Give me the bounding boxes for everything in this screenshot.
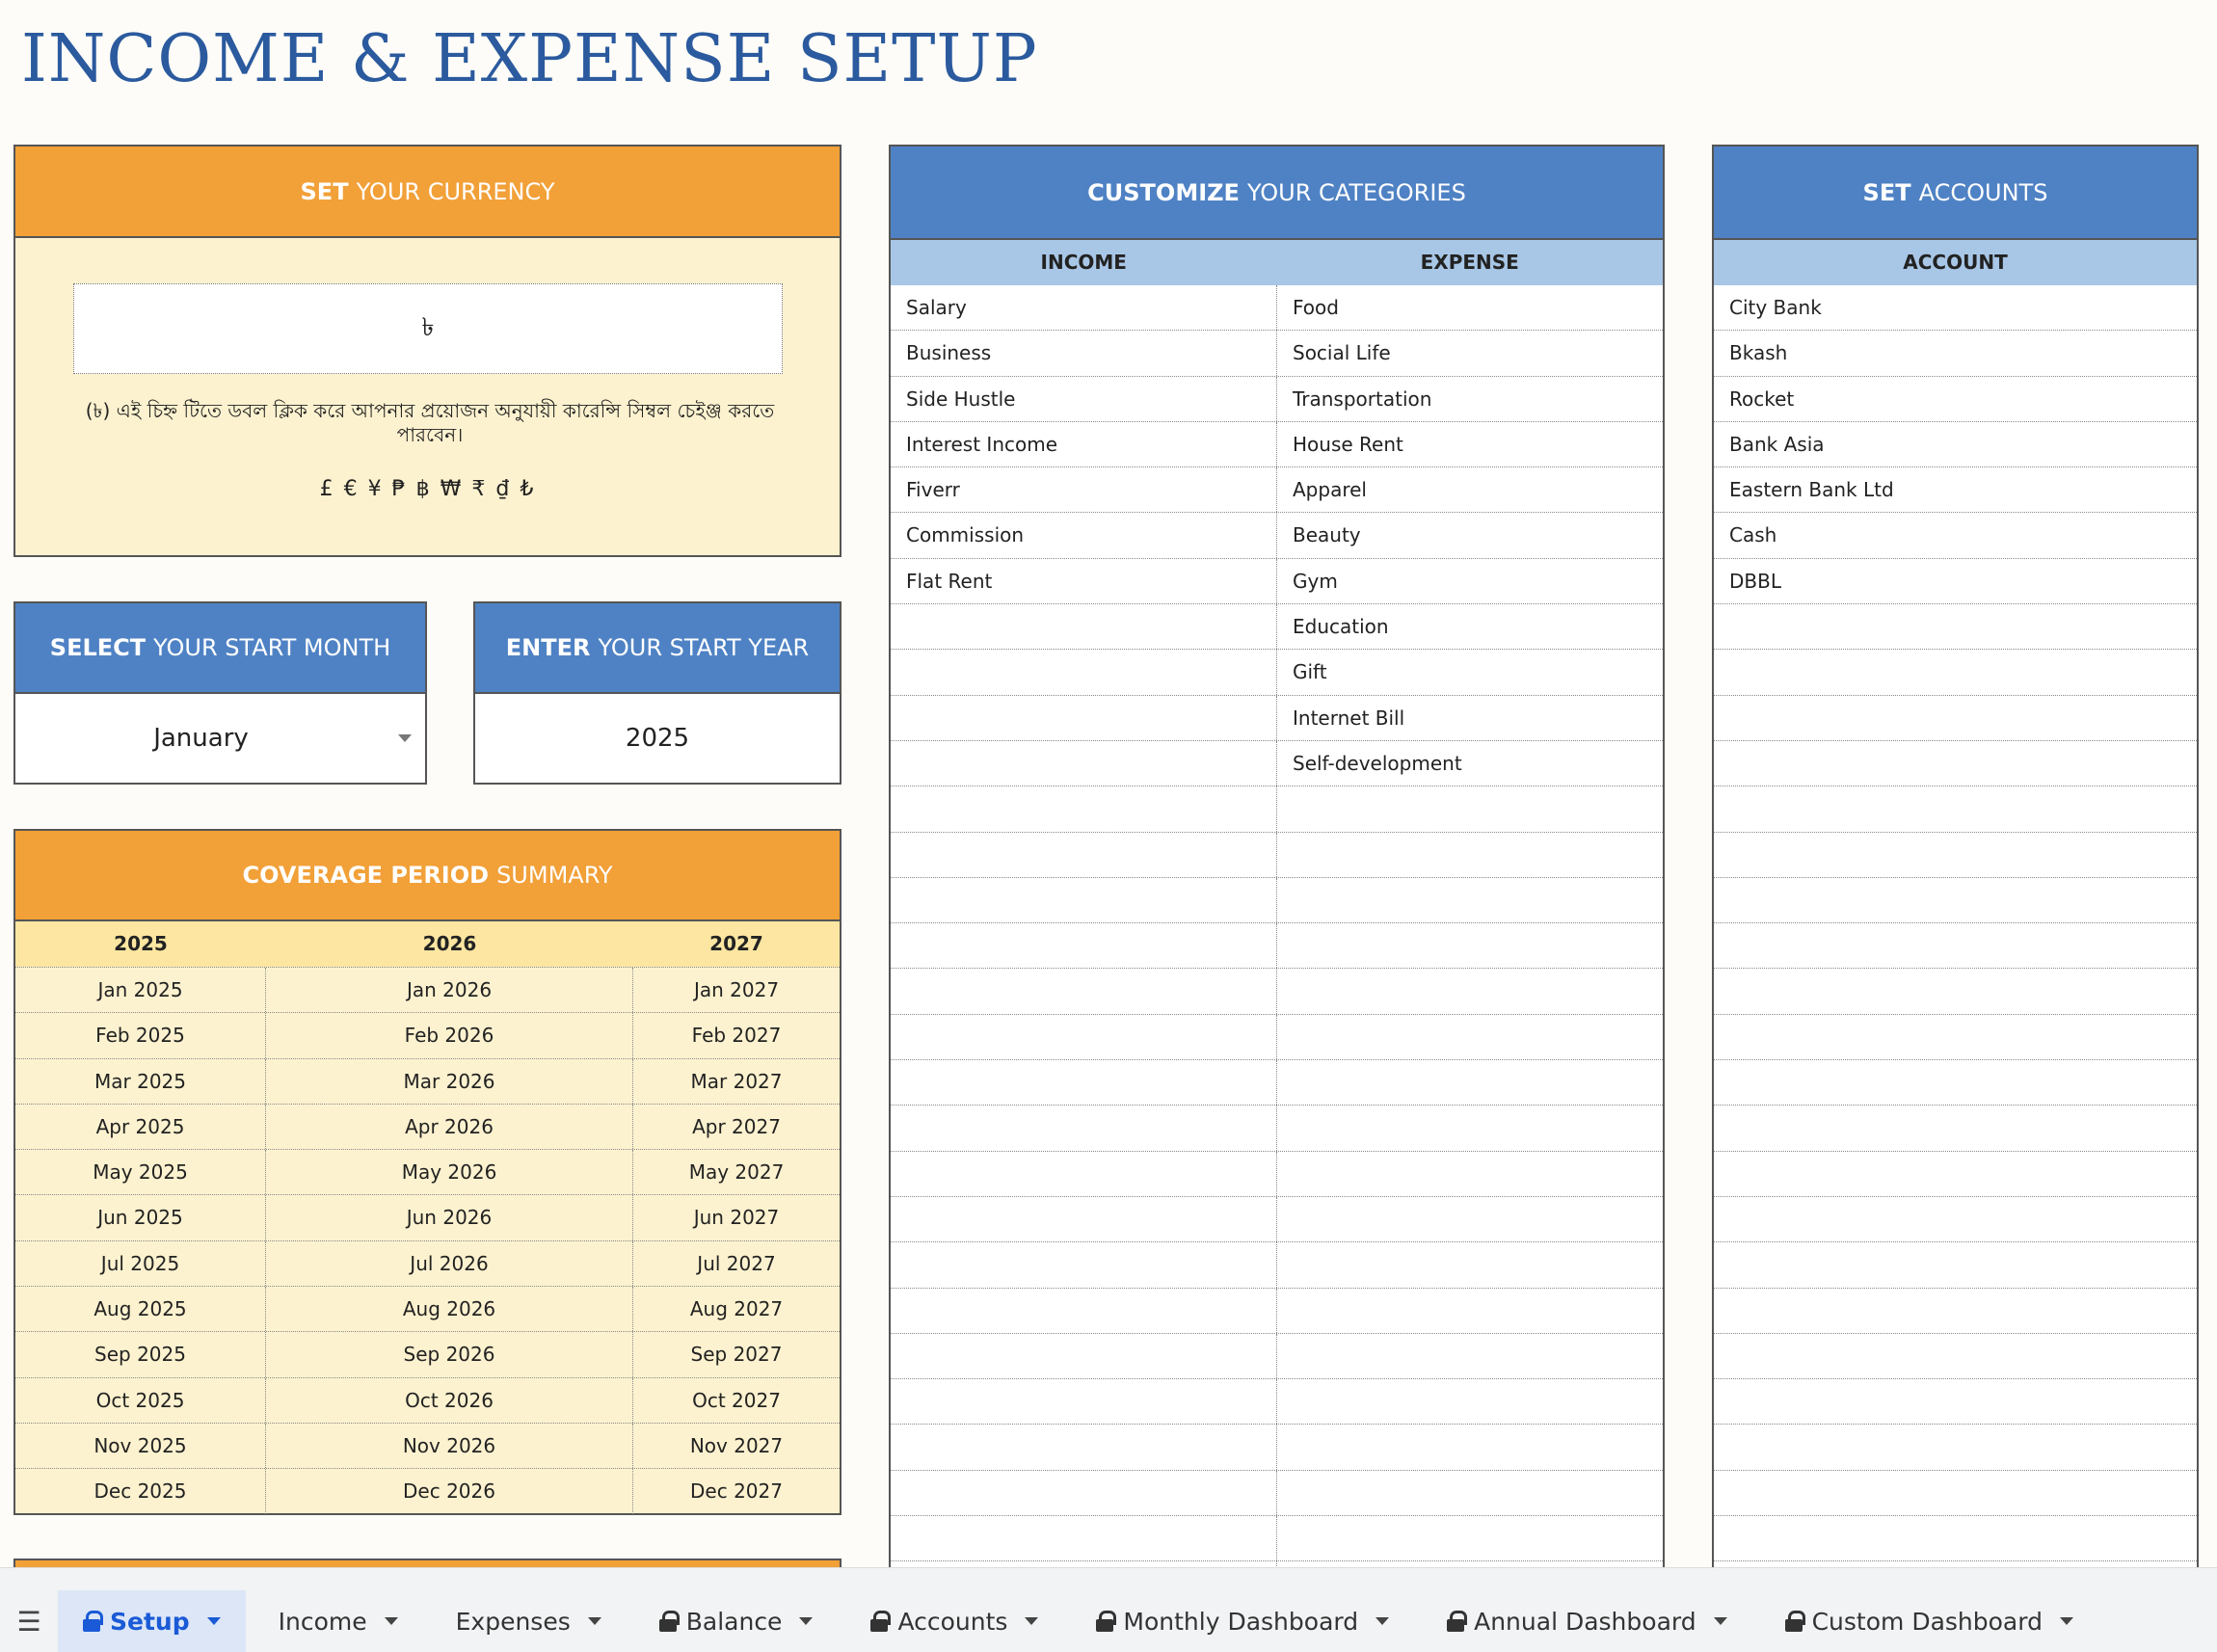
sheet-tab-label: Monthly Dashboard <box>1123 1607 1359 1636</box>
currency-header-bold: SET <box>300 177 349 205</box>
sheet-tab-income[interactable] <box>254 1590 423 1652</box>
currency-symbol-list: £ € ¥ ₱ ฿ ₩ ₹ ₫ ₺ <box>319 477 536 501</box>
accounts-header-text: ACCOUNTS <box>1918 178 2048 206</box>
currency-header-text: YOUR CURRENCY <box>356 177 555 205</box>
category-row <box>891 878 1663 923</box>
income-category-cell[interactable] <box>891 1516 1277 1560</box>
expense-category-cell[interactable] <box>1277 786 1663 831</box>
expense-category-cell[interactable]: Food <box>1293 296 1339 319</box>
lock-icon <box>1785 1611 1803 1632</box>
sheet-tab-annual-dashboard[interactable] <box>1422 1590 1751 1652</box>
income-category-cell[interactable] <box>891 1334 1277 1378</box>
lock-icon <box>870 1611 888 1632</box>
coverage-cell[interactable]: Jun 2025 <box>15 1195 266 1239</box>
category-row <box>891 1289 1663 1334</box>
coverage-cell[interactable]: Aug 2027 <box>689 1297 784 1321</box>
category-row <box>891 422 1663 467</box>
category-row <box>891 1197 1663 1242</box>
expense-category-cell[interactable] <box>1277 1425 1663 1469</box>
expense-category-cell[interactable] <box>1277 1015 1663 1059</box>
accounts-rows <box>1714 285 2197 1608</box>
sheet-tab-label: Accounts <box>897 1607 1008 1636</box>
coverage-cell[interactable]: Mar 2025 <box>15 1059 266 1104</box>
coverage-cell[interactable]: May 2027 <box>688 1160 785 1185</box>
income-category-cell[interactable] <box>891 1471 1277 1515</box>
income-category-cell[interactable] <box>891 1106 1277 1150</box>
coverage-rows <box>15 967 840 1514</box>
coverage-cell[interactable]: Jun 2026 <box>266 1195 633 1239</box>
account-cell[interactable] <box>1714 1242 2197 1288</box>
account-column-header: ACCOUNT <box>1903 251 2008 274</box>
category-row <box>891 1425 1663 1470</box>
expense-category-cell[interactable]: Transportation <box>1293 386 1432 411</box>
category-row <box>891 1242 1663 1288</box>
categories-header-bold: CUSTOMIZE <box>1087 178 1240 206</box>
coverage-cell[interactable]: Mar 2026 <box>266 1059 633 1104</box>
coverage-cell[interactable]: Jul 2026 <box>266 1241 633 1286</box>
income-category-cell[interactable] <box>891 1197 1277 1241</box>
account-cell[interactable] <box>1714 833 2197 878</box>
coverage-cell[interactable]: Jul 2027 <box>697 1251 776 1275</box>
coverage-header <box>15 831 840 921</box>
account-cell[interactable] <box>1714 923 2197 969</box>
account-cell[interactable]: Rocket <box>1714 377 2197 422</box>
account-cell[interactable] <box>1714 878 2197 923</box>
expense-category-cell[interactable]: House Rent <box>1293 432 1403 456</box>
expense-category-cell[interactable]: Internet Bill <box>1293 706 1405 730</box>
income-category-cell[interactable] <box>891 741 1277 786</box>
income-column-header: INCOME <box>1040 251 1127 274</box>
coverage-cell[interactable]: Jul 2025 <box>15 1241 266 1286</box>
income-category-cell[interactable] <box>891 1289 1277 1333</box>
lock-icon <box>1447 1611 1464 1632</box>
account-cell[interactable] <box>1714 1106 2197 1151</box>
coverage-cell[interactable]: Sep 2027 <box>690 1343 783 1367</box>
income-category-cell[interactable] <box>891 923 1277 968</box>
sheet-tab-label: Annual Dashboard <box>1474 1607 1696 1636</box>
expense-category-cell[interactable] <box>1277 1289 1663 1333</box>
coverage-row <box>15 1058 840 1104</box>
coverage-cell[interactable]: Nov 2027 <box>689 1433 784 1457</box>
income-category-cell[interactable] <box>891 833 1277 877</box>
account-cell[interactable] <box>1714 1197 2197 1242</box>
account-cell[interactable] <box>1714 1425 2197 1470</box>
income-category-cell[interactable]: Side Hustle <box>891 377 1277 421</box>
sheet-tab-monthly-dashboard[interactable] <box>1071 1590 1414 1652</box>
coverage-cell[interactable]: Aug 2026 <box>266 1287 633 1331</box>
income-category-cell[interactable] <box>891 650 1277 694</box>
coverage-cell[interactable]: May 2026 <box>266 1150 633 1194</box>
start-year-panel <box>473 601 841 785</box>
sheet-tab-accounts[interactable] <box>845 1590 1063 1652</box>
coverage-year-1: 2025 <box>114 932 168 955</box>
expense-category-cell[interactable]: Education <box>1293 615 1389 639</box>
coverage-row <box>15 1194 840 1239</box>
account-cell[interactable] <box>1714 650 2197 695</box>
accounts-column-header-row <box>1714 238 2197 285</box>
expense-category-cell[interactable] <box>1277 833 1663 877</box>
currency-symbol-cell[interactable]: ৳ <box>73 283 783 374</box>
income-category-cell[interactable] <box>891 1152 1277 1196</box>
account-cell[interactable] <box>1714 1471 2197 1516</box>
account-cell[interactable] <box>1714 1379 2197 1425</box>
lock-icon <box>1096 1611 1113 1632</box>
expense-category-cell[interactable]: Social Life <box>1293 341 1391 365</box>
category-row <box>891 1106 1663 1151</box>
category-row <box>891 833 1663 878</box>
categories-header-text: YOUR CATEGORIES <box>1246 178 1466 206</box>
sheet-tabs <box>58 1590 2106 1652</box>
expense-category-cell[interactable] <box>1277 1471 1663 1515</box>
coverage-cell[interactable]: Feb 2025 <box>15 1013 266 1057</box>
coverage-cell[interactable]: May 2025 <box>15 1150 266 1194</box>
income-category-cell[interactable]: Flat Rent <box>891 559 1277 603</box>
start-month-header <box>15 603 425 694</box>
coverage-cell[interactable]: Nov 2025 <box>15 1424 266 1468</box>
coverage-header-text: SUMMARY <box>496 862 613 889</box>
coverage-row <box>15 1286 840 1331</box>
expense-category-cell[interactable] <box>1277 1242 1663 1287</box>
coverage-year-2: 2026 <box>422 932 477 955</box>
category-row <box>891 1334 1663 1379</box>
coverage-row <box>15 1240 840 1286</box>
account-cell[interactable]: Bkash <box>1714 331 2197 376</box>
expense-category-cell[interactable] <box>1277 1379 1663 1424</box>
lock-icon <box>659 1611 677 1632</box>
coverage-cell[interactable]: Jan 2026 <box>266 968 633 1012</box>
expense-category-cell[interactable] <box>1277 1516 1663 1560</box>
income-category-cell[interactable] <box>891 604 1277 649</box>
expense-category-cell[interactable]: Beauty <box>1293 523 1361 547</box>
coverage-cell[interactable]: Jun 2027 <box>693 1206 780 1230</box>
start-month-dropdown[interactable] <box>15 694 425 783</box>
coverage-row <box>15 1104 840 1149</box>
expense-category-cell[interactable] <box>1277 1060 1663 1105</box>
expense-category-cell[interactable]: Self-development <box>1293 751 1462 775</box>
coverage-cell[interactable]: Apr 2027 <box>692 1114 781 1138</box>
account-cell[interactable] <box>1714 696 2197 741</box>
income-category-cell[interactable]: Fiverr <box>891 467 1277 512</box>
coverage-row <box>15 1331 840 1376</box>
sheet-tab-label: Balance <box>685 1607 783 1636</box>
coverage-row <box>15 1377 840 1423</box>
expense-category-cell[interactable] <box>1277 878 1663 922</box>
income-category-cell[interactable] <box>891 969 1277 1013</box>
sheet-tab-label: Custom Dashboard <box>1811 1607 2043 1636</box>
sheet-tab-bar <box>0 1567 2217 1652</box>
account-cell[interactable]: Cash <box>1714 513 2197 558</box>
category-row <box>891 559 1663 604</box>
account-cell[interactable] <box>1714 1015 2197 1060</box>
category-row <box>891 1471 1663 1516</box>
accounts-header-bold: SET <box>1862 178 1911 206</box>
coverage-row <box>15 1149 840 1194</box>
expense-category-cell[interactable] <box>1277 969 1663 1013</box>
account-cell[interactable] <box>1714 1060 2197 1106</box>
coverage-cell[interactable]: Oct 2027 <box>692 1388 781 1412</box>
chevron-down-icon[interactable] <box>385 1617 398 1625</box>
category-row <box>891 650 1663 695</box>
chevron-down-icon[interactable] <box>1376 1617 1389 1625</box>
coverage-header-bold: COVERAGE PERIOD <box>242 862 490 889</box>
income-category-cell[interactable]: Business <box>891 331 1277 375</box>
currency-note: (৳) এই চিহ্ন টিতে ডবল ক্লিক করে আপনার প্রয়োজন অনুযায়ী কারেন্সি সিম্বল চেইঞ্জ করতে পারবেন। <box>85 399 775 446</box>
start-month-value: January <box>153 724 249 753</box>
coverage-cell[interactable]: Dec 2025 <box>15 1469 266 1513</box>
coverage-cell[interactable]: Oct 2025 <box>15 1378 266 1423</box>
sheet-tab-expenses[interactable] <box>431 1590 627 1652</box>
start-month-header-text: YOUR START MONTH <box>153 634 391 661</box>
income-category-cell[interactable]: Interest Income <box>891 422 1277 466</box>
coverage-year-headers <box>15 921 840 967</box>
income-category-cell[interactable]: Commission <box>891 513 1277 557</box>
category-row <box>891 1060 1663 1106</box>
currency-header <box>15 147 840 238</box>
coverage-cell[interactable]: Sep 2026 <box>266 1332 633 1376</box>
coverage-cell[interactable]: Dec 2026 <box>266 1469 633 1513</box>
category-row <box>891 1379 1663 1425</box>
start-year-header <box>475 603 840 694</box>
sheet-tab-setup[interactable] <box>58 1590 246 1652</box>
start-year-header-bold: ENTER <box>505 634 591 661</box>
categories-rows <box>891 285 1663 1608</box>
start-month-header-bold: SELECT <box>49 634 147 661</box>
income-category-cell[interactable] <box>891 878 1277 922</box>
accounts-header <box>1714 147 2197 238</box>
category-row <box>891 285 1663 331</box>
expense-column-header: EXPENSE <box>1420 251 1519 274</box>
expense-category-cell[interactable]: Apparel <box>1293 478 1367 502</box>
income-category-cell[interactable] <box>891 786 1277 831</box>
accounts-panel <box>1712 145 2199 1571</box>
account-cell[interactable]: Bank Asia <box>1714 422 2197 467</box>
category-row <box>891 741 1663 786</box>
chevron-down-icon[interactable] <box>207 1617 221 1625</box>
dropdown-arrow-icon[interactable] <box>398 734 412 742</box>
category-row <box>891 604 1663 650</box>
currency-panel <box>13 145 841 557</box>
coverage-cell[interactable]: Mar 2027 <box>690 1069 783 1093</box>
account-cell[interactable] <box>1714 969 2197 1014</box>
category-row <box>891 467 1663 513</box>
expense-category-cell[interactable] <box>1277 1152 1663 1196</box>
coverage-cell[interactable]: Apr 2026 <box>266 1105 633 1149</box>
coverage-row <box>15 967 840 1012</box>
income-category-cell[interactable] <box>891 696 1277 740</box>
category-row <box>891 331 1663 376</box>
chevron-down-icon[interactable] <box>1714 1617 1727 1625</box>
account-cell[interactable]: DBBL <box>1714 559 2197 604</box>
start-year-input[interactable]: 2025 <box>625 724 690 753</box>
account-cell[interactable] <box>1714 1334 2197 1379</box>
coverage-year-3: 2027 <box>709 932 763 955</box>
account-cell[interactable] <box>1714 786 2197 832</box>
sheet-tab-balance[interactable] <box>634 1590 839 1652</box>
income-category-cell[interactable] <box>891 1379 1277 1424</box>
coverage-cell[interactable]: Jan 2027 <box>693 978 780 1001</box>
income-category-cell[interactable] <box>891 1425 1277 1469</box>
income-category-cell[interactable] <box>891 1060 1277 1105</box>
lock-icon <box>83 1611 100 1632</box>
expense-category-cell[interactable]: Gift <box>1293 660 1327 684</box>
expense-category-cell[interactable] <box>1277 1106 1663 1150</box>
sheet-tab-custom-dashboard[interactable] <box>1760 1590 2098 1652</box>
sheet-tab-label: Setup <box>110 1607 190 1636</box>
start-month-panel <box>13 601 427 785</box>
coverage-cell[interactable]: Nov 2026 <box>266 1424 633 1468</box>
chevron-down-icon[interactable] <box>1025 1617 1038 1625</box>
expense-category-cell[interactable] <box>1277 923 1663 968</box>
expense-category-cell[interactable] <box>1277 1197 1663 1241</box>
category-row <box>891 513 1663 558</box>
page-title: INCOME & EXPENSE SETUP <box>21 21 1038 97</box>
coverage-cell[interactable]: Sep 2025 <box>15 1332 266 1376</box>
income-category-cell[interactable] <box>891 1015 1277 1059</box>
account-cell[interactable]: City Bank <box>1714 285 2197 331</box>
coverage-panel <box>13 829 841 1515</box>
category-row <box>891 696 1663 741</box>
category-row <box>891 1015 1663 1060</box>
all-sheets-menu-icon[interactable]: ☰ <box>16 1605 41 1638</box>
categories-column-headers <box>891 238 1663 285</box>
coverage-cell[interactable]: Jan 2025 <box>15 968 266 1012</box>
coverage-cell[interactable]: Feb 2027 <box>691 1024 782 1048</box>
account-cell[interactable] <box>1714 1516 2197 1561</box>
expense-category-cell[interactable] <box>1277 1334 1663 1378</box>
coverage-cell[interactable]: Apr 2025 <box>15 1105 266 1149</box>
account-cell[interactable] <box>1714 1289 2197 1334</box>
category-row <box>891 377 1663 422</box>
sheet-tab-label: Income <box>278 1607 367 1636</box>
account-cell[interactable] <box>1714 1152 2197 1197</box>
coverage-row <box>15 1468 840 1513</box>
expense-category-cell[interactable]: Gym <box>1293 569 1338 593</box>
category-row <box>891 969 1663 1014</box>
categories-header <box>891 147 1663 238</box>
coverage-cell[interactable]: Oct 2026 <box>266 1378 633 1423</box>
sheet-tab-label: Expenses <box>455 1607 571 1636</box>
category-row <box>891 1516 1663 1561</box>
account-cell[interactable] <box>1714 741 2197 786</box>
coverage-cell[interactable]: Feb 2026 <box>266 1013 633 1057</box>
category-row <box>891 786 1663 832</box>
account-cell[interactable]: Eastern Bank Ltd <box>1714 467 2197 513</box>
chevron-down-icon[interactable] <box>2060 1617 2073 1625</box>
chevron-down-icon[interactable] <box>799 1617 813 1625</box>
coverage-row <box>15 1012 840 1057</box>
coverage-row <box>15 1423 840 1468</box>
chevron-down-icon[interactable] <box>588 1617 601 1625</box>
income-category-cell[interactable] <box>891 1242 1277 1287</box>
income-category-cell[interactable]: Salary <box>891 285 1277 330</box>
coverage-cell[interactable]: Dec 2027 <box>690 1479 783 1504</box>
start-year-header-text: YOUR START YEAR <box>598 634 810 661</box>
coverage-cell[interactable]: Aug 2025 <box>15 1287 266 1331</box>
categories-panel <box>889 145 1665 1571</box>
category-row <box>891 923 1663 969</box>
account-cell[interactable] <box>1714 604 2197 650</box>
category-row <box>891 1152 1663 1197</box>
